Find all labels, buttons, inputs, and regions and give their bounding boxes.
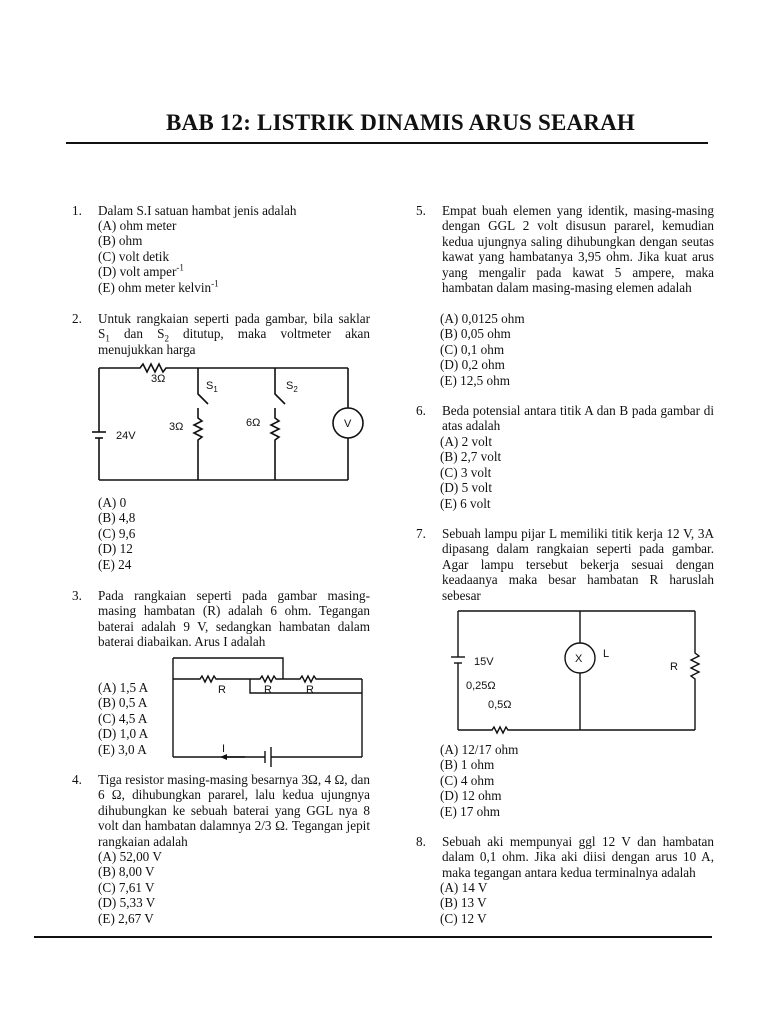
label-lamp: L (603, 648, 610, 660)
label-r-mid: 3Ω (169, 421, 184, 433)
label-line-resistance: 0,5Ω (488, 699, 512, 711)
option-c: (C) 0,1 ohm (440, 342, 505, 357)
subscript: 1 (105, 334, 110, 345)
question-number: 5. (416, 203, 426, 218)
option-c: (C) 3 volt (440, 465, 492, 480)
question-stem: Tiga resistor masing-masing besarnya 3Ω, 4 Ω, dan 6 Ω, dihubungkan pararel, lalu kedua ujungnya dihubungkan ke sebuah baterai yang GGL nya 8 volt dan hambatan dalamnya 2/3 Ω. Tegangan jepit rangkaian adalah (98, 772, 370, 849)
circuit-diagram-q2 (90, 360, 370, 485)
option-a: (A) 12/17 ohm (440, 742, 519, 757)
option-a: (A) 52,00 V (98, 849, 162, 864)
option-d: (D) 12 ohm (440, 788, 502, 803)
label-r: R (218, 684, 226, 696)
label-r: R (264, 684, 272, 696)
question-stem: Empat buah elemen yang identik, masing-masing dengan GGL 2 volt disusun pararel, kemudian kedua ujungnya saling dihubungkan dengan seutas kawat yang hambatanya 3,95 ohm. Jika kuat arus yang mengalir pada kawat 5 ampere, maka hambatan dalam masing-masing elemen adalah (442, 203, 714, 296)
option-e: (E) 2,67 V (98, 911, 154, 926)
option-d: (D) 5 volt (440, 480, 493, 495)
label-internal-resistance: 0,25Ω (466, 680, 496, 692)
question-number: 4. (72, 772, 82, 787)
question-stem: Beda potensial antara titik A dan B pada gambar di atas adalah (442, 403, 714, 434)
option-b: (B) 13 V (440, 895, 487, 910)
question-number: 3. (72, 588, 82, 603)
question-number: 1. (72, 203, 82, 218)
option-b: (B) 0,5 A (98, 695, 148, 710)
option-c: (C) 9,6 (98, 526, 136, 541)
label-battery: 24V (116, 430, 136, 442)
circuit-diagram-q7 (450, 605, 710, 735)
voltmeter-icon: V (344, 418, 352, 430)
option-text: (D) volt amper (98, 264, 177, 279)
option-b: (B) 1 ohm (440, 757, 495, 772)
option-b: (B) 8,00 V (98, 864, 155, 879)
option-text: (E) ohm meter kelvin (98, 280, 212, 295)
question-stem: Pada rangkaian seperti pada gambar masing-masing hambatan (R) adalah 6 ohm. Tegangan baterai adalah 9 V, sedangkan hambatan dalam baterai diabaikan. Arus I adalah (98, 588, 370, 650)
option-d (98, 264, 184, 279)
option-d: (D) 5,33 V (98, 895, 156, 910)
question-number: 8. (416, 834, 426, 849)
option-d: (D) 12 (98, 541, 133, 556)
superscript: -1 (176, 262, 184, 273)
question-stem: Sebuah lampu pijar L memiliki titik kerja 12 V, 3A dipasang dalam rangkaian seperti pada gambar. Agar lampu tersebut bekerja sesuai dengan keadaanya maka besar hambatan R haruslah sebesar (442, 526, 714, 603)
option-c: (C) volt detik (98, 249, 170, 264)
question-stem (98, 311, 370, 357)
label-r-right: 6Ω (246, 417, 261, 429)
title-underline (66, 142, 708, 144)
option-b: (B) 4,8 (98, 510, 136, 525)
label-s2: $S_2$ (286, 380, 298, 394)
stem-part: dan S (109, 326, 165, 342)
option-e: (E) 24 (98, 557, 132, 572)
option-a: (A) 14 V (440, 880, 488, 895)
superscript: -1 (211, 278, 219, 289)
option-d: (D) 0,2 ohm (440, 357, 505, 372)
option-e: (E) 3,0 A (98, 742, 147, 757)
option-b: (B) 2,7 volt (440, 449, 502, 464)
label-r: R (306, 684, 314, 696)
lamp-icon: X (575, 653, 583, 665)
option-a: (A) 1,5 A (98, 680, 149, 695)
option-a: (A) 2 volt (440, 434, 493, 449)
page-title: BAB 12: LISTRIK DINAMIS ARUS SEARAH (166, 110, 636, 135)
stem-part: Untuk rangkaian seperti pada gambar, bila saklar S (98, 311, 370, 342)
option-e (98, 280, 219, 295)
label-r-top: 3Ω (151, 373, 166, 385)
subscript: 2 (164, 334, 169, 345)
question-number: 7. (416, 526, 426, 541)
option-a: (A) 0 (98, 495, 127, 510)
option-b: (B) ohm (98, 233, 143, 248)
option-b: (B) 0,05 ohm (440, 326, 511, 341)
option-d: (D) 1,0 A (98, 726, 149, 741)
question-stem: Dalam S.I satuan hambat jenis adalah (98, 203, 297, 218)
option-c: (C) 4,5 A (98, 711, 148, 726)
option-c: (C) 12 V (440, 911, 487, 926)
stem-part: ditutup, maka voltmeter akan menujukkan harga (98, 326, 371, 357)
question-number: 2. (72, 311, 82, 326)
question-number: 6. (416, 403, 426, 418)
label-emf: 15V (474, 656, 494, 668)
option-a: (A) ohm meter (98, 218, 177, 233)
option-c: (C) 7,61 V (98, 880, 155, 895)
option-e: (E) 6 volt (440, 496, 491, 511)
option-c: (C) 4 ohm (440, 773, 495, 788)
label-current: I (222, 743, 226, 755)
circuit-diagram-q3 (170, 655, 370, 765)
option-e: (E) 12,5 ohm (440, 373, 510, 388)
question-stem: Sebuah aki mempunyai ggl 12 V dan hambatan dalam 0,1 ohm. Jika aki diisi dengan arus 10 A, maka tegangan antara kedua terminalnya adalah (442, 834, 714, 880)
footer-rule (34, 936, 712, 938)
label-r: R (670, 661, 678, 673)
option-a: (A) 0,0125 ohm (440, 311, 525, 326)
option-e: (E) 17 ohm (440, 804, 501, 819)
label-s1: $S_1$ (206, 380, 218, 394)
